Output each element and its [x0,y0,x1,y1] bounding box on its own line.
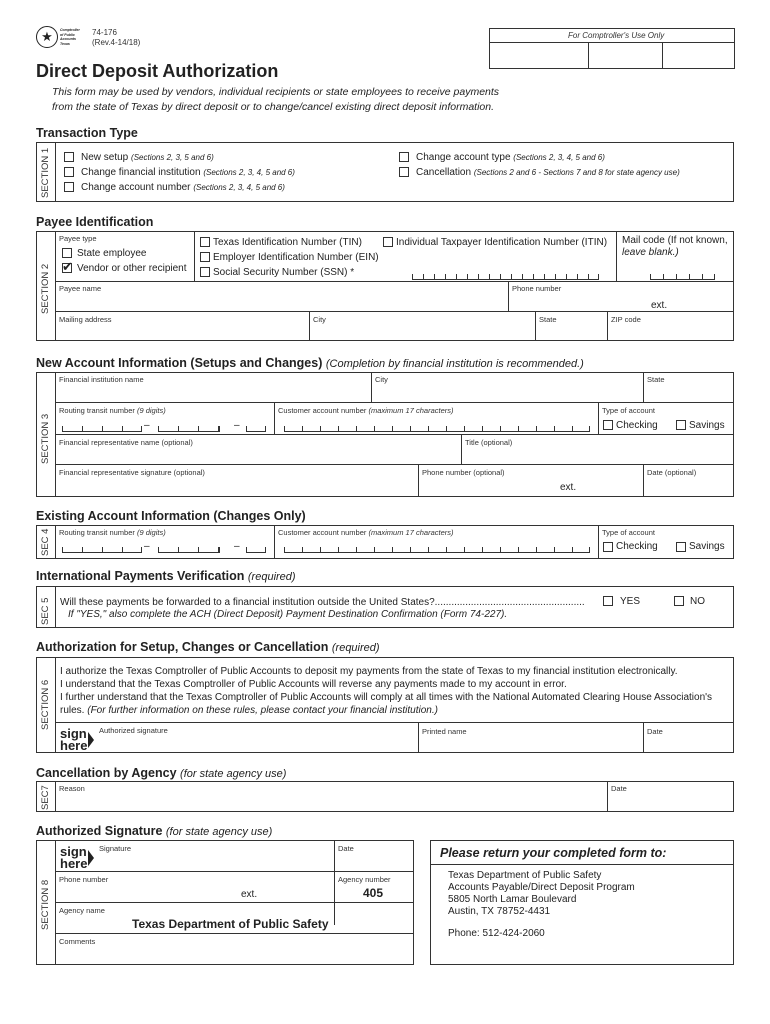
vendor-label: Vendor or other recipient [77,263,187,274]
agency-name-label: Agency name [59,906,105,915]
agency-name-row-divider [55,902,414,903]
section2-heading: Payee Identification [36,215,154,229]
fi-state-divider [643,372,644,402]
agency-phone-ext: ext. [241,889,258,900]
international-question: Will these payments be forwarded to a financial institution outside the United States?...................................................... [60,597,585,608]
ein-label: Employer Identification Number (EIN) [213,252,379,263]
section4-heading: Existing Account Information (Changes Only) [36,509,306,523]
mailing-address-label: Mailing address [59,315,112,324]
mail-code-label-2: leave blank.) [622,247,679,258]
mail-code-divider [616,231,617,281]
fi-city-label: City [375,375,388,384]
authorization-line-4: rules. (For further information on these rules, please contact your financial institution.) [60,705,438,716]
existing-routing-label: Routing transit number (9 digits) [59,528,166,537]
form-number: 74-176 [92,28,117,37]
mail-code-digit-boxes[interactable] [650,274,720,280]
checking-checkbox[interactable] [603,420,613,430]
section4-tab-divider [55,525,56,559]
cancellation-checkbox[interactable] [399,167,409,177]
section7-tab-divider [55,781,56,812]
checking-label: Checking [616,420,658,431]
state-divider [535,311,536,341]
state-employee-checkbox[interactable] [62,248,72,258]
authorization-line-3: I further understand that the Texas Comptroller of Public Accounts will comply at all times with the National Automated Clearing House Association's [60,692,713,703]
payee-type-label: Payee type [59,234,97,243]
mail-code-label-1: Mail code (If not known, [622,235,728,246]
printed-name-label: Printed name [422,727,467,736]
existing-type-divider [598,525,599,559]
tin-checkbox[interactable] [200,237,210,247]
city-label: City [313,315,326,324]
change-account-number-label: Change account number (Sections 2, 3, 4, 5 and 6) [81,182,285,193]
international-yes-checkbox[interactable] [603,596,613,606]
account-type-divider [598,402,599,434]
printed-name-divider [418,722,419,753]
agency-phone-label: Phone number [59,875,109,884]
authorized-signature-label: Authorized signature [99,726,168,735]
return-line-3: 5805 North Lamar Boulevard [448,894,577,905]
tin-label: Texas Identification Number (TIN) [213,237,362,248]
sig-date-divider [643,722,644,753]
sign-here-icon: sign here [60,728,96,752]
cancel-date-divider [607,781,608,812]
state-employee-label: State employee [77,248,147,259]
fi-city-divider [371,372,372,402]
reason-label: Reason [59,784,85,793]
change-fi-label: Change financial institution (Sections 2, 3, 4, 5 and 6) [81,167,295,178]
section4-tag: SEC 4 [40,528,51,556]
section7-box [36,781,734,812]
ssn-checkbox[interactable] [200,267,210,277]
existing-checking-label: Checking [616,541,658,552]
seal-text: Comptroller of Public Accounts Texas [60,28,80,46]
existing-account-label: Customer account number (maximum 17 characters) [278,528,454,537]
rep-name-row-divider [55,434,734,435]
existing-account-divider [274,525,275,559]
agency-date-divider [334,840,335,925]
international-no-checkbox[interactable] [674,596,684,606]
rep-name-label: Financial representative name (optional) [59,438,193,447]
ssn-label: Social Security Number (SSN) * [213,267,355,278]
intro-line-2: from the state of Texas by direct deposit or to change/cancel existing direct deposit information. [52,101,495,113]
section3-tag: SECTION 3 [40,413,51,464]
cancellation-label: Cancellation (Sections 2 and 6 - Sections 7 and 8 for state agency use) [416,167,680,178]
cancel-date-label: Date [611,784,627,793]
agency-phone-row-divider [55,871,414,872]
page-title: Direct Deposit Authorization [36,61,279,81]
itin-checkbox[interactable] [383,237,393,247]
section1-heading: Transaction Type [36,126,138,140]
section5-heading: International Payments Verification (required) [36,569,296,583]
itin-label: Individual Taxpayer Identification Number (ITIN) [396,237,608,248]
international-no-label: NO [690,596,705,607]
authorization-line-1: I authorize the Texas Comptroller of Public Accounts to deposit my payments from the state of Texas to my financial institution electronically. [60,666,678,677]
comptroller-use-cell-divider [588,42,589,69]
comptroller-seal: ★ [36,26,58,48]
ein-checkbox[interactable] [200,252,210,262]
comments-label: Comments [59,937,96,946]
fi-state-label: State [647,375,665,384]
existing-routing-digit-boxes[interactable]: – – [62,547,267,555]
rep-phone-ext-label: ext. [560,482,577,493]
section7-tag: SEC7 [40,785,51,810]
authorized-signature-row-divider [55,722,734,723]
agency-name-value: Texas Department of Public Safety [132,917,329,931]
section7-heading: Cancellation by Agency (for state agency use) [36,766,287,780]
section2-tag: SECTION 2 [40,263,51,314]
international-yes-label: YES [620,596,641,607]
existing-account-digit-boxes[interactable] [284,547,590,555]
zip-label: ZIP code [611,315,641,324]
city-divider [309,311,310,341]
rep-signature-row-divider [55,464,734,465]
zip-divider [607,311,608,341]
account-type-label: Type of account [602,406,655,415]
section5-tab-divider [55,586,56,628]
agency-number-label: Agency number [338,875,391,884]
section8-tag: SECTION 8 [40,879,51,930]
section6-tag: SECTION 6 [40,679,51,730]
rep-date-label: Date (optional) [647,468,697,477]
authorization-line-2: I understand that the Texas Comptroller of Public Accounts will reverse any payments made to my account in error. [60,679,567,690]
section2-tab-divider [55,231,56,341]
phone-divider [508,281,509,311]
tax-id-digit-boxes[interactable] [412,274,612,280]
rep-title-divider [461,434,462,464]
phone-ext-label: ext. [651,300,668,311]
section6-tab-divider [55,657,56,753]
change-account-type-label: Change account type (Sections 2, 3, 4, 5 and 6) [416,152,605,163]
section8-heading: Authorized Signature (for state agency use) [36,824,273,838]
comptroller-use-cell-divider [662,42,663,69]
return-line-4: Austin, TX 78752-4431 [448,906,551,917]
change-account-number-checkbox[interactable] [64,182,74,192]
return-line-2: Accounts Payable/Direct Deposit Program [448,882,635,893]
international-followup: If "YES," also complete the ACH (Direct Deposit) Payment Destination Confirmation (Form 74-227). [68,609,508,620]
return-phone: Phone: 512-424-2060 [448,928,545,939]
agency-date-label: Date [338,844,354,853]
phone-number-label: Phone number [512,284,562,293]
new-setup-checkbox[interactable] [64,152,74,162]
return-title-divider [430,864,734,865]
return-line-1: Texas Department of Public Safety [448,870,602,881]
section3-heading: New Account Information (Setups and Changes) (Completion by financial institution is recommended.) [36,356,584,370]
existing-savings-label: Savings [689,541,725,552]
section1-tag: SECTION 1 [40,147,51,198]
savings-label: Savings [689,420,725,431]
fi-name-label: Financial institution name [59,375,144,384]
rep-phone-label: Phone number (optional) [422,468,505,477]
rep-phone-divider [418,464,419,497]
address-row-divider [55,311,734,312]
routing-row-divider [55,402,734,403]
savings-checkbox[interactable] [676,420,686,430]
agency-sign-here-icon: sign here [60,846,96,870]
rep-signature-label: Financial representative signature (optional) [59,468,205,477]
section6-heading: Authorization for Setup, Changes or Cancellation (required) [36,640,380,654]
payee-name-row-divider [55,281,734,282]
account-number-label: Customer account number (maximum 17 characters) [278,406,454,415]
rep-title-label: Title (optional) [465,438,513,447]
existing-checking-checkbox[interactable] [603,542,613,552]
comments-row-divider [55,933,414,934]
agency-number-value: 405 [363,886,384,900]
routing-label: Routing transit number (9 digits) [59,406,166,415]
new-setup-label: New setup (Sections 2, 3, 5 and 6) [81,152,214,163]
intro-line-1: This form may be used by vendors, individual recipients or state employees to receive payments [52,86,500,98]
vendor-checkbox[interactable] [62,263,72,273]
agency-signature-label: Signature [99,844,132,853]
account-number-digit-boxes[interactable] [284,426,590,434]
rep-date-divider [643,464,644,497]
comptroller-use-divider [489,42,735,43]
section5-tag: SEC 5 [40,597,51,625]
existing-type-label: Type of account [602,528,655,537]
sig-date-label: Date [647,727,663,736]
change-fi-checkbox[interactable] [64,167,74,177]
comptroller-use-label: For Comptroller's Use Only [568,31,665,40]
account-number-divider [274,402,275,434]
state-label: State [539,315,557,324]
form-revision: (Rev.4-14/18) [92,38,141,47]
section1-tab-divider [55,142,56,202]
change-account-type-checkbox[interactable] [399,152,409,162]
return-title: Please return your completed form to: [440,846,667,860]
payee-name-label: Payee name [59,284,102,293]
routing-digit-boxes[interactable]: – – [62,426,267,434]
payee-type-divider [194,231,195,281]
existing-savings-checkbox[interactable] [676,542,686,552]
